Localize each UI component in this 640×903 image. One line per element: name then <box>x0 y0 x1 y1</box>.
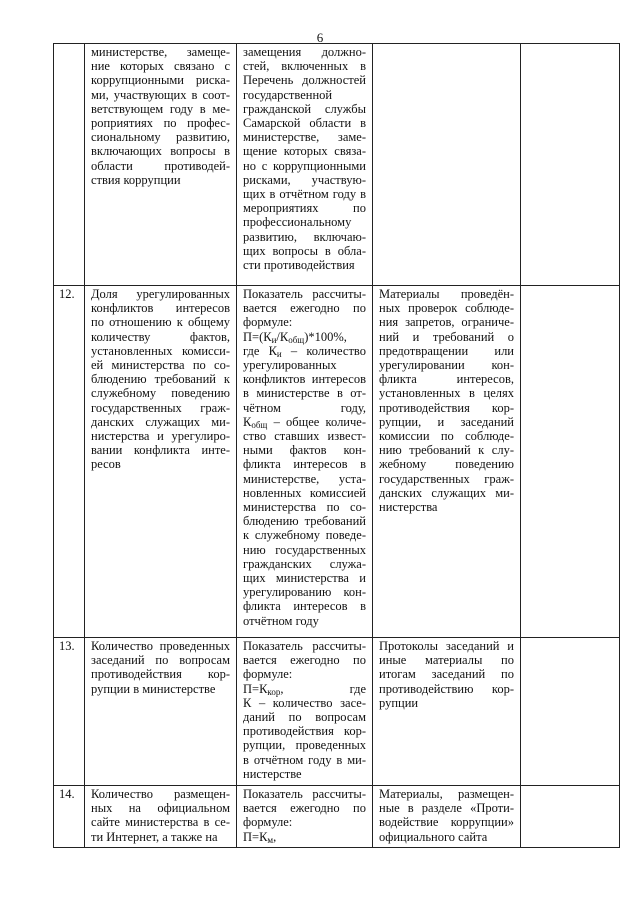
text-line: щих министерства и <box>243 571 366 586</box>
text-line: нистерства <box>379 500 438 515</box>
text-line: ти Интернет, а также на <box>91 829 218 844</box>
text-line: нистерства и урегулиро- <box>91 429 230 444</box>
text-line: ветствующем году в ме- <box>91 101 230 116</box>
text-line: ей министерства по со- <box>91 358 230 373</box>
text-line: ми, участвующих в соот- <box>91 87 230 102</box>
text-line: нию государственных <box>243 542 366 557</box>
text-line: фликта интересов в <box>243 457 366 472</box>
text-line: сти противодействия <box>243 258 355 273</box>
text-line: развитию, включаю- <box>243 229 366 244</box>
text-line: ство ставших извест- <box>243 429 366 444</box>
text-line: рупции в министерстве <box>91 681 216 696</box>
notes-cell <box>521 286 620 638</box>
indicators-table <box>53 43 620 848</box>
text-line: к служебному поведе- <box>243 528 366 543</box>
text-line: блюдению требований <box>243 514 366 529</box>
text-line: рупции <box>379 695 419 710</box>
text-line: Материалы проведён- <box>379 287 514 301</box>
text-line: ресов <box>91 457 121 472</box>
text-line: фликта интересов, <box>379 372 514 387</box>
text-line: роприятиях по профес- <box>91 116 230 131</box>
text-line: нию требований к слу- <box>379 443 514 458</box>
data-source-cell <box>373 44 521 286</box>
text-line: новленных комиссией <box>243 485 366 500</box>
text-line: где $К_и$ – количество <box>243 343 366 359</box>
text-line: включающих вопросы в <box>91 144 230 159</box>
text-line: $П=К_м$, <box>243 829 277 845</box>
text-line: $К_{общ}$ – общее количе- <box>243 414 366 430</box>
indicator-cell <box>85 44 237 286</box>
data-source-cell <box>373 638 521 786</box>
text-line: гражданских служа- <box>243 556 366 571</box>
row-number-cell <box>54 44 85 286</box>
text-line: рисками, участвую- <box>243 172 366 187</box>
text-line: вается ежегодно по <box>243 801 366 816</box>
text-line: вается ежегодно по <box>243 653 366 668</box>
text-line: ние которых связано с <box>91 59 230 74</box>
text-line: рупции, проведенных <box>243 738 366 753</box>
text-line: коррупционными риска- <box>91 73 230 88</box>
indicator-cell <box>85 786 237 848</box>
text-line: министерства по со- <box>243 500 366 515</box>
notes-cell <box>521 44 620 286</box>
table-row <box>54 44 620 286</box>
text-line: формуле: <box>243 815 293 830</box>
table-row <box>54 786 620 848</box>
calculation-method-cell <box>237 638 373 786</box>
text-line: урегулированных <box>243 358 337 373</box>
text-line: сиональному развитию, <box>91 130 230 145</box>
text-line: вании конфликта инте- <box>91 443 230 458</box>
text-line: ными фактов кон- <box>243 443 366 458</box>
text-line: области противодей- <box>91 158 230 173</box>
text-line: отчётном году <box>243 613 319 628</box>
text-line: нистерстве <box>243 766 302 781</box>
text-line: заседаний по вопросам <box>91 653 230 668</box>
row-number-cell: 13. <box>54 638 85 786</box>
text-line: ных на официальном <box>91 801 230 816</box>
text-line: иные материалы по <box>379 653 514 668</box>
text-line: $П=(К_и/К_{общ})*100\%$, <box>243 329 347 345</box>
table-row <box>54 286 620 638</box>
text-line: министерстве, заме- <box>243 130 366 145</box>
text-line: министерстве, уста- <box>243 471 366 486</box>
text-line: Показатель рассчиты- <box>243 639 366 653</box>
text-line: противодействия кор- <box>379 400 514 415</box>
text-line: фликта интересов в <box>243 599 366 614</box>
text-line: Доля урегулированных <box>91 287 230 301</box>
text-line: противодействию кор- <box>379 681 514 696</box>
text-line: щих в отчётном году в <box>243 187 366 202</box>
text-line: Самарской области в <box>243 116 366 131</box>
text-line: формуле: <box>243 315 293 330</box>
text-line: конфликтов интересов <box>243 372 366 387</box>
text-line: конфликтов интересов <box>91 301 230 316</box>
text-line: количеству фактов, <box>91 329 230 344</box>
text-line: государственных граж- <box>91 400 230 415</box>
data-source-cell <box>373 286 521 638</box>
text-line: даний по вопросам <box>243 710 366 725</box>
text-line: Показатель рассчиты- <box>243 787 366 801</box>
text-line: стей, включенных в <box>243 59 366 74</box>
text-line: щение которых связа- <box>243 144 366 159</box>
text-line: в отчётном году в ми- <box>243 752 366 767</box>
text-line: Количество проведенных <box>91 639 230 653</box>
page-number: 6 <box>316 30 324 45</box>
table-row <box>54 638 620 786</box>
text-line: профессиональному <box>243 215 352 230</box>
text-line: комиссии по соблюде- <box>379 429 514 444</box>
text-line: Протоколы заседаний и <box>379 639 514 653</box>
text-line: мероприятиях по <box>243 201 366 216</box>
text-line: $П=К_{кор}$, где <box>243 681 366 697</box>
indicator-cell <box>85 286 237 638</box>
text-line: государственной <box>243 87 333 102</box>
text-line: замещения должно- <box>243 45 366 59</box>
text-line: ных проверок соблюде- <box>379 301 514 316</box>
row-number-cell: 12. <box>54 286 85 638</box>
text-line: чётном году, <box>243 400 366 415</box>
text-line: установленных комисси- <box>91 343 230 358</box>
text-line: итогам заседаний по <box>379 667 514 682</box>
text-line: ные в разделе «Проти- <box>379 801 514 816</box>
notes-cell <box>521 786 620 848</box>
data-source-cell <box>373 786 521 848</box>
indicator-cell <box>85 638 237 786</box>
text-line: противодействия кор- <box>243 724 366 739</box>
text-line: Перечень должностей <box>243 73 366 88</box>
calculation-method-cell <box>237 44 373 286</box>
calculation-method-cell <box>237 286 373 638</box>
text-line: урегулировании кон- <box>379 358 514 373</box>
text-line: блюдению требований к <box>91 372 230 387</box>
text-line: противодействия кор- <box>91 667 230 682</box>
text-line: данских служащих ми- <box>379 485 514 500</box>
text-line: сайте министерства в се- <box>91 815 230 830</box>
text-line: служебному поведению <box>91 386 230 401</box>
notes-cell <box>521 638 620 786</box>
text-line: формуле: <box>243 667 293 682</box>
text-line: урегулированию кон- <box>243 585 366 600</box>
text-line: вается ежегодно по <box>243 301 366 316</box>
text-line: в министерстве в от- <box>243 386 366 401</box>
text-line: ний и требований о <box>379 329 514 344</box>
text-line: рупции, и заседаний <box>379 414 514 429</box>
text-line: щих вопросы в обла- <box>243 243 366 258</box>
text-line: Материалы, размещен- <box>379 787 514 801</box>
text-line: но с коррупционными <box>243 158 366 173</box>
text-line: гражданской службы <box>243 101 366 116</box>
text-line: Показатель рассчиты- <box>243 287 366 301</box>
text-line: водействие коррупции» <box>379 815 514 830</box>
text-line: по отношению к общему <box>91 315 230 330</box>
text-line: официального сайта <box>379 829 488 844</box>
text-line: данских служащих ми- <box>91 414 230 429</box>
text-line: министерстве, замеще- <box>91 45 230 59</box>
text-line: Количество размещен- <box>91 787 230 801</box>
row-number-cell: 14. <box>54 786 85 848</box>
text-line: государственных граж- <box>379 471 514 486</box>
text-line: предотвращении или <box>379 343 514 358</box>
text-line: ствия коррупции <box>91 172 181 187</box>
text-line: жебному поведению <box>379 457 514 472</box>
calculation-method-cell <box>237 786 373 848</box>
text-line: К – количество засе- <box>243 695 366 710</box>
text-line: установленных в целях <box>379 386 514 401</box>
text-line: ния запретов, ограниче- <box>379 315 514 330</box>
